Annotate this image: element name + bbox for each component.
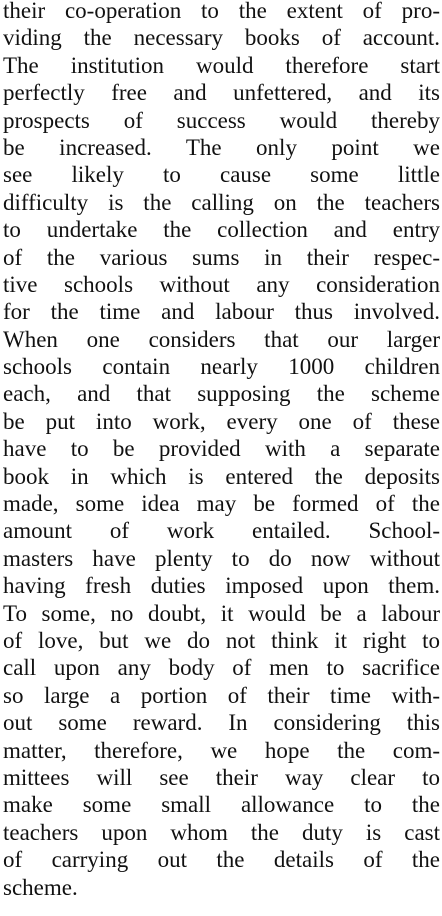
- text-line: of love, but we do not think it right to: [3, 627, 440, 653]
- text-line: have to be provided with a separate: [3, 436, 440, 462]
- text-line: prospects of success would thereby: [3, 107, 440, 133]
- text-line: of the various sums in their respec-: [3, 244, 440, 270]
- text-line: out some reward. In considering this: [3, 710, 440, 736]
- text-line: call upon any body of men to sacrifice: [3, 655, 440, 681]
- text-line: mittees will see their way clear to: [3, 764, 440, 790]
- text-line: scheme.: [3, 874, 78, 900]
- text-line: book in which is entered the deposits: [3, 463, 440, 489]
- text-line: To some, no doubt, it would be a labour: [3, 600, 440, 626]
- text-line: The institution would therefore start: [3, 52, 440, 78]
- text-line: to undertake the collection and entry: [3, 217, 440, 243]
- text-line: masters have plenty to do now without: [3, 545, 440, 571]
- text-line: see likely to cause some little: [3, 162, 440, 188]
- text-line: be put into work, every one of these: [3, 408, 440, 434]
- text-line: make some small allowance to the: [3, 792, 440, 818]
- article-text-column: [3, 0, 440, 901]
- text-line: teachers upon whom the duty is cast: [3, 819, 440, 845]
- text-line: tive schools without any consideration: [3, 271, 440, 297]
- text-line: of carrying out the details of the: [3, 847, 440, 873]
- text-line: matter, therefore, we hope the com-: [3, 737, 440, 763]
- text-line: When one considers that our larger: [3, 326, 440, 352]
- text-line: each, and that supposing the scheme: [3, 381, 440, 407]
- text-line: so large a portion of their time with-: [3, 682, 440, 708]
- text-line: be increased. The only point we: [3, 134, 440, 160]
- text-line: amount of work entailed. School-: [3, 518, 440, 544]
- text-line: their co-operation to the extent of pro-: [3, 0, 440, 23]
- text-line: schools contain nearly 1000 children: [3, 354, 440, 380]
- text-line: viding the necessary books of account.: [3, 25, 440, 51]
- text-line: perfectly free and unfettered, and its: [3, 80, 440, 106]
- text-line: difficulty is the calling on the teachers: [3, 189, 440, 215]
- text-line: for the time and labour thus involved.: [3, 299, 440, 325]
- text-line: made, some idea may be formed of the: [3, 491, 440, 517]
- text-line: having fresh duties imposed upon them.: [3, 573, 440, 599]
